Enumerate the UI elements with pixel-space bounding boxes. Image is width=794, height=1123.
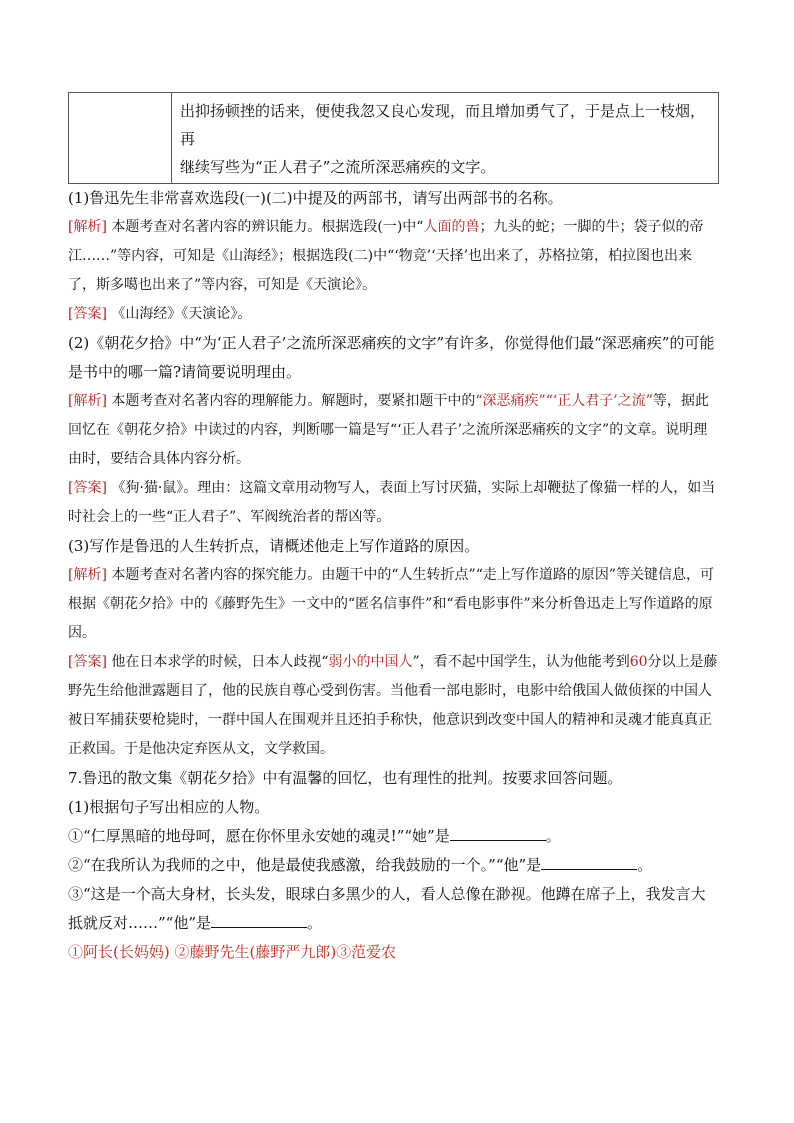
fill-item-3 [68, 880, 720, 938]
fill-item-text: ②“在我所认为我师的之中，他是最使我感激，给我鼓励的一个。”“他”是 [68, 856, 542, 874]
excerpt-line-1: 出抑扬顿挫的话来，便使我忽又良心发现，而且增加勇气了，于是点上一枝烟，再 [180, 102, 706, 148]
analysis-text: 本题考查对名著内容的辨识能力。根据选段(一)中“ [106, 219, 424, 235]
answer-tag: [答案] [68, 480, 107, 496]
fill-item-2 [68, 851, 720, 880]
excerpt-line-2: 继续写些为“正人君子”之流所深恶痛疾的文字。 [180, 158, 496, 176]
q1-analysis [68, 213, 720, 300]
question-1: (1)鲁迅先生非常喜欢选段(一)(二)中提及的两部书，请写出两部书的名称。 [68, 189, 563, 207]
fill-item-text: ①“仁厚黑暗的地母呵，愿在你怀里永安她的魂灵!”“她”是 [68, 827, 450, 845]
answer-text: 《狗·猫·鼠》。理由：这篇文章用动物写人，表面上写讨厌猫，实际上却鞭挞了像猫一样的人，如当时社会上的一些“正人君子”、军阀统治者的帮凶等。 [68, 480, 716, 525]
fill-item-text: ③“这是一个高大身材，长头发，眼球白多黑少的人，看人总像在渺视。他蹲在席子上，我发言大抵就反对……”“他”是 [68, 885, 706, 932]
fill-item-end: 。 [637, 856, 653, 874]
analysis-text: ；九头的蛇；一脚的牛；袋子似的帝江……”等内容，可知是《山海经》；根据选段(二)中“‘物竞’‘天择’也出来了，苏格拉第，柏拉图也出来了，斯多噶也出来了”等内容，可知是《天演论》。 [68, 219, 704, 293]
answer-blank[interactable] [450, 826, 546, 841]
q1-answer [68, 300, 720, 329]
analysis-tag: [解析] [68, 393, 107, 409]
answer-tag: [答案] [68, 306, 107, 322]
answer-text: 《山海经》《天演论》。 [106, 306, 252, 322]
answer-blank[interactable] [211, 913, 307, 928]
analysis-text: 本题考查对名著内容的理解能力。解题时，要紧扣题干中的 [106, 393, 476, 409]
table-right-cell [172, 93, 719, 184]
answer-blank[interactable] [541, 855, 637, 870]
document-page [68, 92, 720, 967]
question-7: 7.鲁迅的散文集《朝花夕拾》中有温馨的回忆，也有理性的批判。按要求回答问题。 [68, 769, 623, 787]
answer-highlight: 弱小的中国人 [328, 654, 413, 670]
q2-analysis [68, 387, 720, 474]
q2-answer [68, 474, 720, 532]
question-2: (2)《朝花夕拾》中“为‘正人君子’之流所深恶痛疾的文字”有许多，你觉得他们最“深恶痛疾”的可能是书中的哪一篇?请简要说明理由。 [68, 334, 715, 381]
q7-answer: ①阿长(长妈妈) ②藤野先生(藤野严九郎)③范爱农 [68, 943, 397, 961]
analysis-tag: [解析] [68, 219, 107, 235]
q3-answer [68, 648, 720, 764]
excerpt-table [68, 92, 719, 184]
fill-item-1 [68, 822, 720, 851]
answer-tag: [答案] [68, 654, 107, 670]
question-7-1: (1)根据句子写出相应的人物。 [68, 798, 270, 816]
analysis-text: 本题考查对名著内容的探究能力。由题干中的“人生转折点”“走上写作道路的原因”等关键信息，可根据《朝花夕拾》中的《藤野先生》一文中的“匿名信事件”和“看电影事件”来分析鲁迅走上写作道路的原因。 [68, 567, 715, 641]
q3-analysis [68, 561, 720, 648]
analysis-highlight: “深恶痛疾”“‘正人君子’之流” [475, 393, 653, 409]
question-3: (3)写作是鲁迅的人生转折点，请概述他走上写作道路的原因。 [68, 537, 480, 555]
analysis-text: 等，据此回忆在《朝花夕拾》中读过的内容，判断哪一篇是写“‘正人君子’之流所深恶痛疾的文字”的文章。说明理由时，要结合具体内容分析。 [68, 393, 709, 467]
analysis-highlight: 人面的兽 [423, 219, 480, 235]
answer-highlight: 60 [629, 654, 648, 670]
table-left-cell [69, 93, 172, 184]
answer-text: ”，看不起中国学生，认为他能考到 [412, 654, 630, 670]
fill-item-end: 。 [307, 914, 323, 932]
answer-text: 分以上是藤野先生给他泄露题目了，他的民族自尊心受到伤害。当他看一部电影时，电影中给俄国人做侦探的中国人被日军捕获要枪毙时，一群中国人在围观并且还拍手称快，他意识到改变中国人的精神和灵魂才能真真正正救国。于是他决定弃医从文，文学救国。 [68, 654, 718, 757]
analysis-tag: [解析] [68, 567, 107, 583]
answer-text: 他在日本求学的时候，日本人歧视“ [106, 654, 329, 670]
fill-item-end: 。 [545, 827, 561, 845]
